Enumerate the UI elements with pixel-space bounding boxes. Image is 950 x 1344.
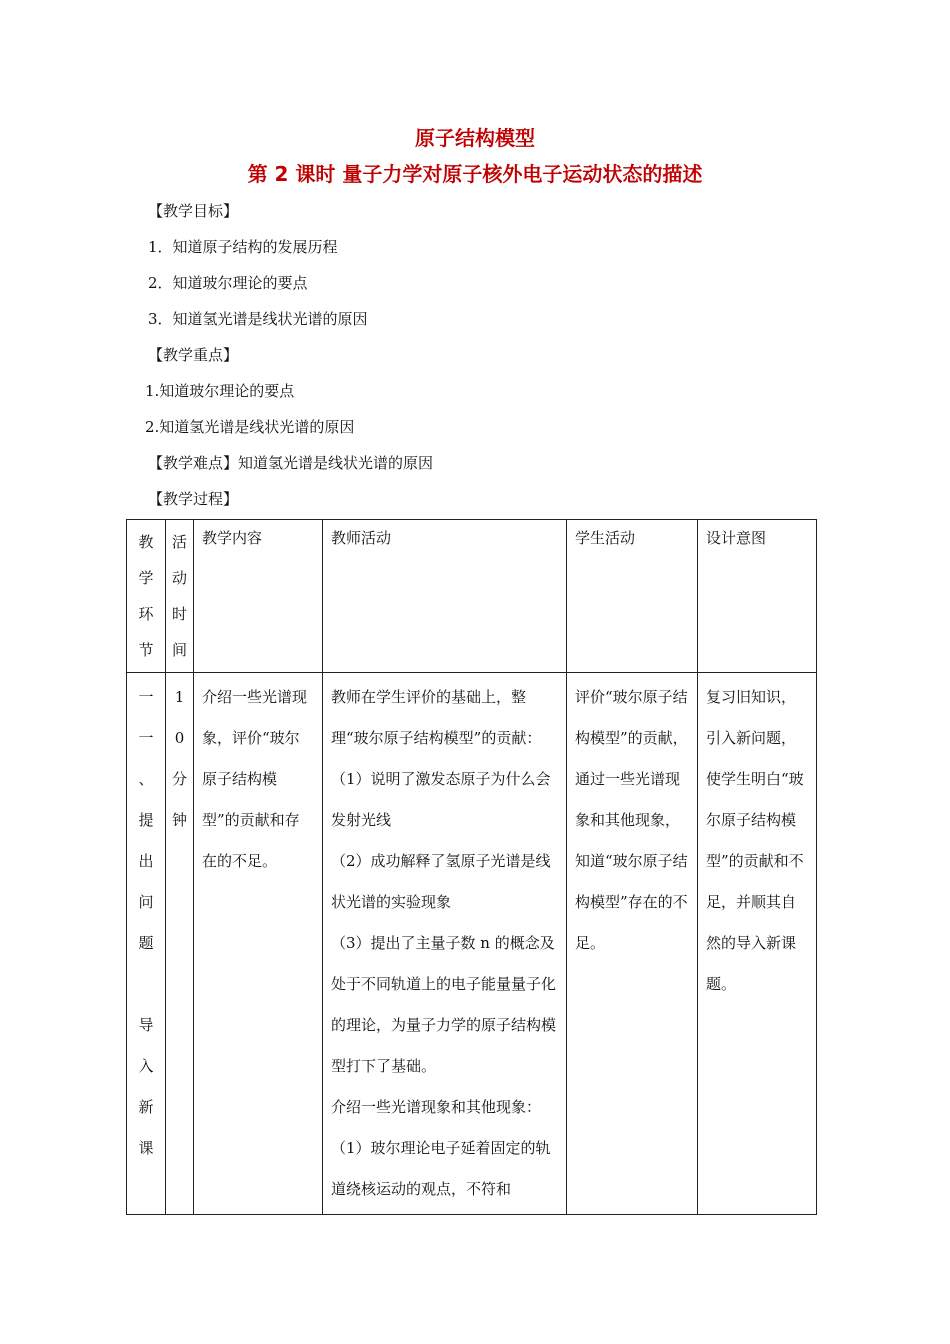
teacher-paragraph: （3）提出了主量子数 n 的概念及处于不同轨道上的电子能量量子化的理论，为量子力学的原子结构模型打下了基础。 [331,934,557,1075]
cell-teacher [323,673,567,1215]
goal-item: 2．知道玻尔理论的要点 [148,274,308,292]
key-point: 1.知道玻尔理论的要点 [145,382,295,400]
table-header-row [127,520,817,673]
process-table [126,519,817,1215]
cell-student: 评价“玻尔原子结构模型”的贡献，通过一些光谱现象和其他现象，知道“玻尔原子结构模型”存在的不足。 [567,673,698,1215]
header-stage: 教 学 环 节 [127,520,166,673]
cell-intent: 复习旧知识，引入新问题，使学生明白“玻尔原子结构模型”的贡献和不足，并顺其自然的导入新课题。 [698,673,817,1215]
header-content: 教学内容 [194,520,323,673]
page-subtitle: 第 2 课时 量子力学对原子核外电子运动状态的描述 [247,162,703,186]
cell-time: 1 0 分 钟 [166,673,194,1215]
teacher-paragraph: 介绍一些光谱现象和其他现象： [331,1098,542,1116]
key-heading: 【教学重点】 [148,346,239,364]
teacher-paragraph: （1）玻尔理论电子延着固定的轨道绕核运动的观点，不符和 [331,1139,551,1198]
process-heading: 【教学过程】 [148,490,239,508]
teacher-paragraph: （2）成功解释了氢原子光谱是线状光谱的实验现象 [331,852,551,911]
header-time: 活 动 时 间 [166,520,194,673]
cell-content: 介绍一些光谱现象，评价“玻尔原子结构模型”的贡献和存在的不足。 [194,673,323,1215]
cell-stage: 一 一 、 提 出 问 题 导 入 新 课 [127,673,166,1215]
page-title: 原子结构模型 [415,126,535,150]
header-student: 学生活动 [567,520,698,673]
teacher-paragraph: 教师在学生评价的基础上，整理“玻尔原子结构模型”的贡献：（1）说明了激发态原子为什么会发射光线 [331,688,551,829]
table-row [127,673,817,1215]
goals-heading: 【教学目标】 [148,202,239,220]
goal-item: 3．知道氢光谱是线状光谱的原因 [148,310,368,328]
goal-item: 1．知道原子结构的发展历程 [148,238,338,256]
difficulty-line: 【教学难点】知道氢光谱是线状光谱的原因 [148,454,434,472]
header-intent: 设计意图 [698,520,817,673]
key-point: 2.知道氢光谱是线状光谱的原因 [145,418,355,436]
header-teacher: 教师活动 [323,520,567,673]
